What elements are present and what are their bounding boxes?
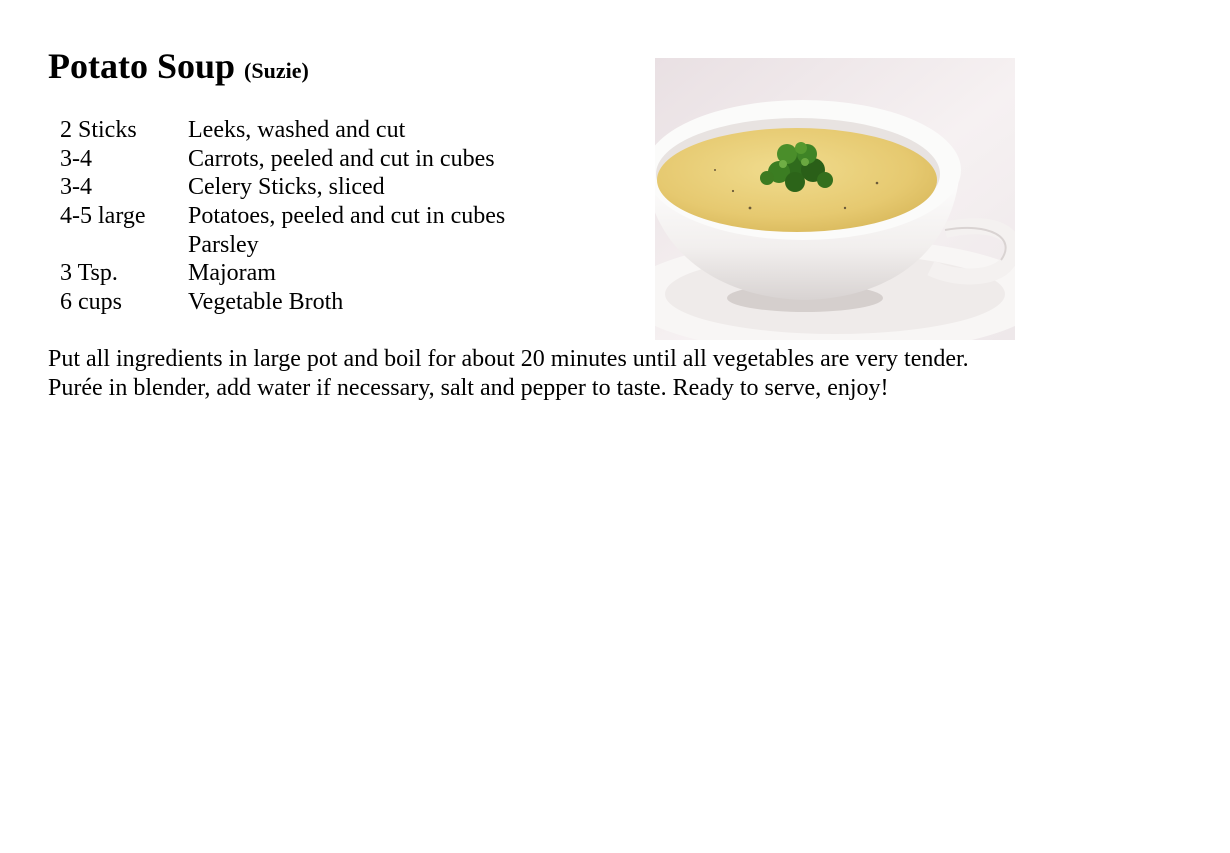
- ingredient-quantity: 3 Tsp.: [60, 260, 118, 287]
- ingredient-list: [60, 116, 620, 317]
- ingredient-quantity: 3-4: [60, 174, 92, 201]
- ingredient-row: [60, 231, 620, 260]
- ingredient-quantity: 3-4: [60, 145, 92, 172]
- ingredient-name: Majoram: [188, 260, 276, 287]
- ingredient-name: Potatoes, peeled and cut in cubes: [188, 203, 506, 230]
- soup-photo: [655, 58, 1015, 340]
- ingredient-name: Parsley: [188, 231, 259, 258]
- instruction-line: Purée in blender, add water if necessary, salt and pepper to taste. Ready to serve, enjoy!: [48, 375, 889, 401]
- ingredient-name: Celery Sticks, sliced: [188, 174, 385, 201]
- ingredient-row: [60, 288, 620, 317]
- ingredient-row: [60, 259, 620, 288]
- recipe-author: (Suzie): [244, 58, 309, 83]
- ingredient-name: Vegetable Broth: [188, 289, 344, 316]
- ingredient-name: Carrots, peeled and cut in cubes: [188, 145, 495, 172]
- recipe-name: Potato Soup: [48, 46, 236, 86]
- ingredient-quantity: 6 cups: [60, 289, 122, 316]
- ingredient-row: [60, 145, 620, 174]
- ingredient-row: [60, 202, 620, 231]
- recipe-instructions: [48, 345, 1048, 403]
- ingredient-quantity: [60, 231, 188, 260]
- ingredient-row: [60, 116, 620, 145]
- ingredient-quantity: 2 Sticks: [60, 117, 137, 143]
- ingredient-quantity: 4-5 large: [60, 203, 146, 230]
- ingredient-name: Leeks, washed and cut: [188, 117, 406, 143]
- recipe-title: [48, 44, 309, 93]
- ingredient-row: [60, 173, 620, 202]
- instruction-line: Put all ingredients in large pot and boil for about 20 minutes until all vegetables are very tender.: [48, 346, 969, 372]
